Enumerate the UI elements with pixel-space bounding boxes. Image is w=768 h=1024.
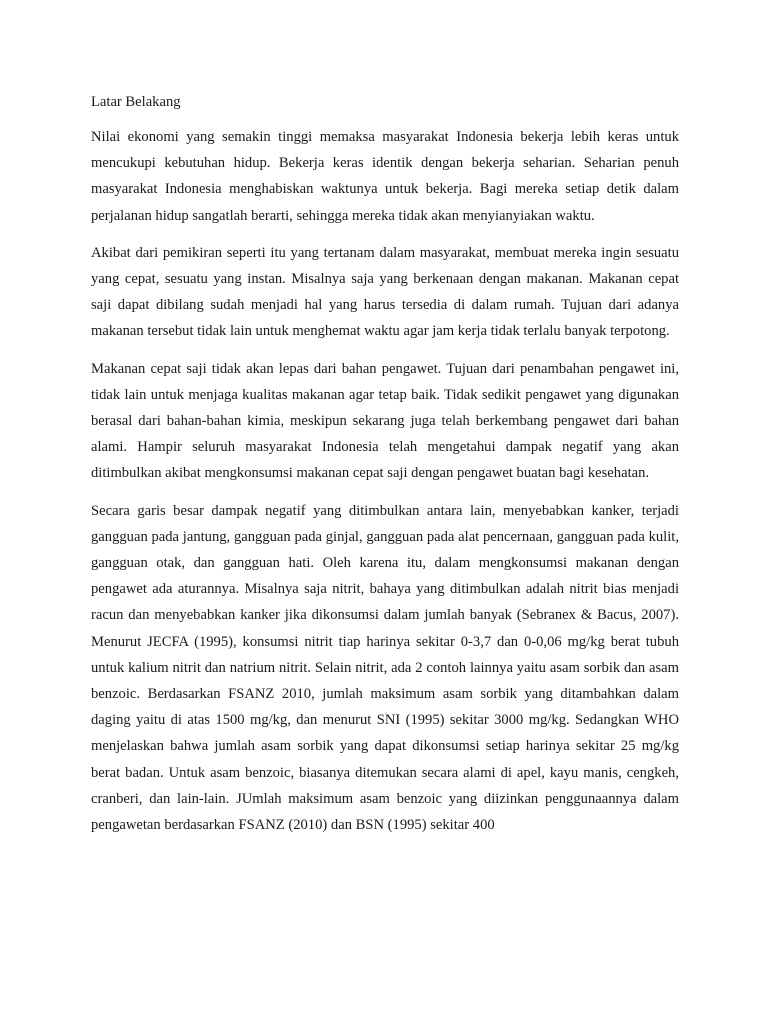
paragraph-4: Secara garis besar dampak negatif yang ditimbulkan antara lain, menyebabkan kanker, terjadi gangguan pada jantung, gangguan pada ginjal, gangguan pada alat pencernaan, gangguan pada kulit, gangguan otak, dan gangguan hati. Oleh karena itu, dalam mengkonsumsi makanan dengan pengawet ada aturannya. Misalnya saja nitrit, bahaya yang ditimbulkan adalah nitrit bias menjadi racun dan menyebabkan kanker jika dikonsumsi dalam jumlah banyak (Sebranex & Bacus, 2007). Menurut JECFA (1995), konsumsi nitrit tiap harinya sekitar 0-3,7 dan 0-0,06 mg/kg berat tubuh untuk kalium nitrit dan natrium nitrit. Selain nitrit, ada 2 contoh lainnya yaitu asam sorbik dan asam benzoic. Berdasarkan FSANZ 2010, jumlah maksimum asam sorbik yang ditambahkan dalam daging yaitu di atas 1500 mg/kg, dan menurut SNI (1995) sekitar 3000 mg/kg. Sedangkan WHO menjelaskan bahwa jumlah asam sorbik yang dapat dikonsumsi setiap harinya sekitar 25 mg/kg berat badan. Untuk asam benzoic, biasanya ditemukan secara alami di apel, kayu manis, cengkeh, cranberi, dan lain-lain. JUmlah maksimum asam benzoic yang diizinkan penggunaannya dalam pengawetan berdasarkan FSANZ (2010) dan BSN (1995) sekitar 400: [91, 502, 679, 834]
document-body: [91, 90, 679, 838]
paragraph-2: Akibat dari pemikiran seperti itu yang tertanam dalam masyarakat, membuat mereka ingin sesuatu yang cepat, sesuatu yang instan. Misalnya saja yang berkenaan dengan makanan. Makanan cepat saji dapat dibilang sudah menjadi hal yang harus tersedia di dalam rumah. Tujuan dari adanya makanan tersebut tidak lain untuk menghemat waktu agar jam kerja tidak terlalu banyak terpotong.: [91, 244, 679, 340]
section-heading: Latar Belakang: [91, 94, 181, 110]
paragraph-3: Makanan cepat saji tidak akan lepas dari bahan pengawet. Tujuan dari penambahan pengawet ini, tidak lain untuk menjaga kualitas makanan agar tetap baik. Tidak sedikit pengawet yang digunakan berasal dari bahan-bahan kimia, meskipun sekarang juga telah berkembang pengawet dari bahan alami. Hampir seluruh masyarakat Indonesia telah mengetahui dampak negatif yang akan ditimbulkan akibat mengkonsumsi makanan cepat saji dengan pengawet buatan bagi kesehatan.: [91, 360, 679, 482]
paragraph-1: Nilai ekonomi yang semakin tinggi memaksa masyarakat Indonesia bekerja lebih keras untuk mencukupi kebutuhan hidup. Bekerja keras identik dengan bekerja seharian. Seharian penuh masyarakat Indonesia menghabiskan waktunya untuk bekerja. Bagi mereka setiap detik dalam perjalanan hidup sangatlah berarti, sehingga mereka tidak akan menyianyiakan waktu.: [91, 129, 679, 224]
